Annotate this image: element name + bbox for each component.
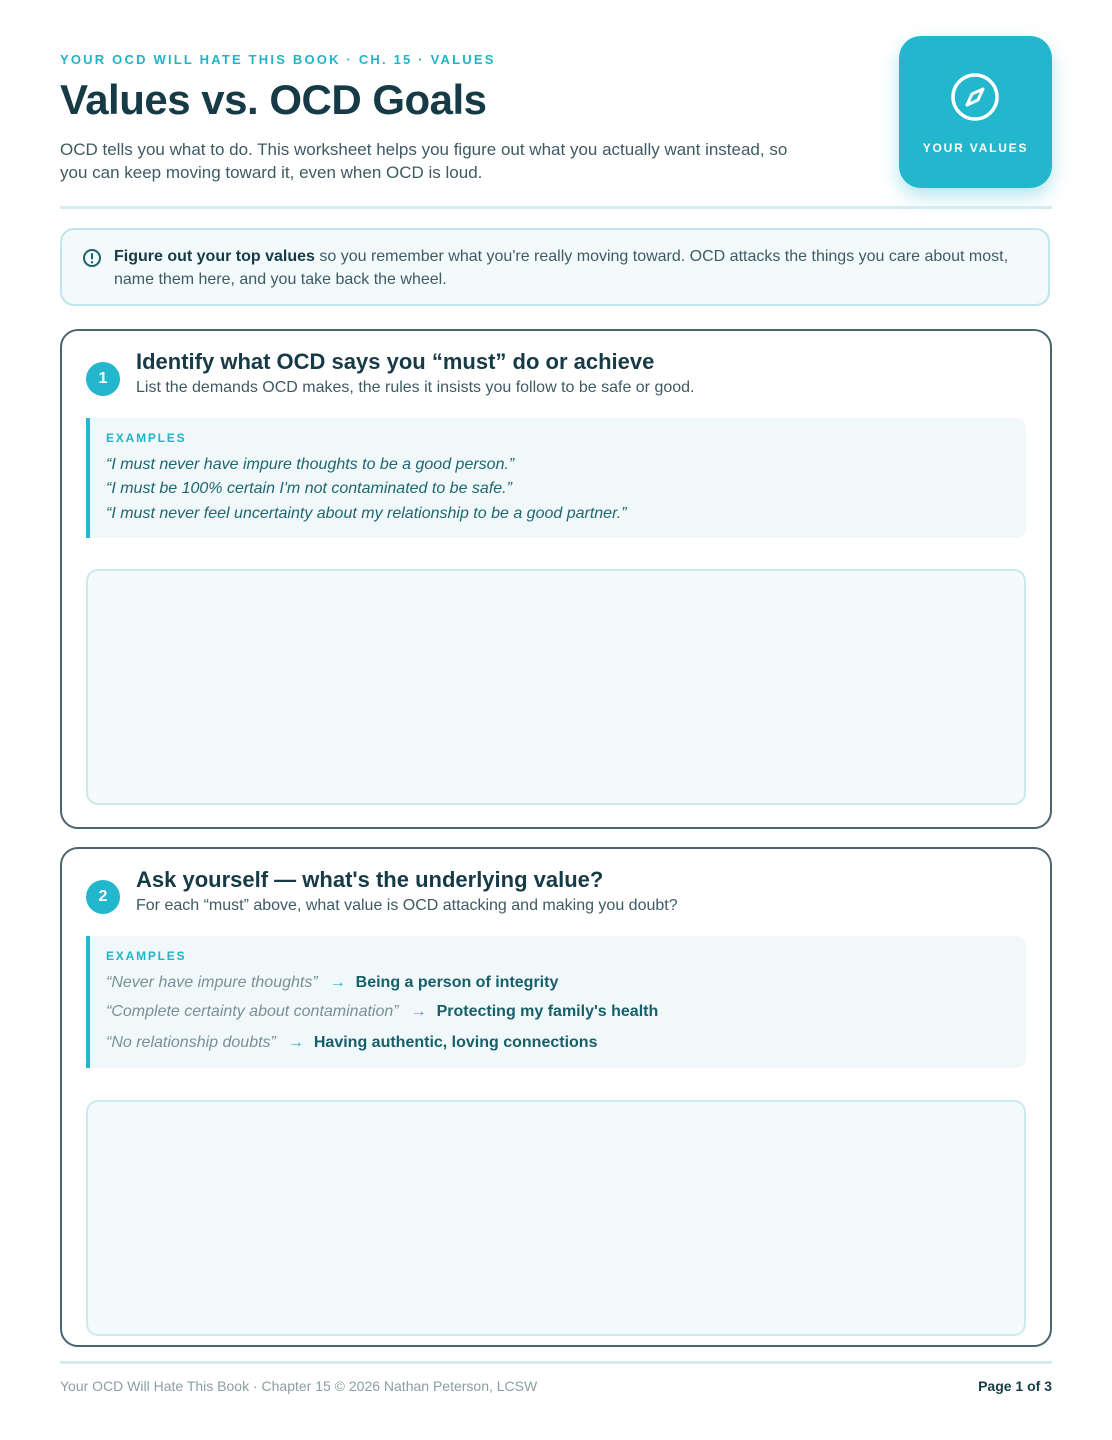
example-quote: “Never have impure thoughts”: [106, 974, 318, 991]
example-pair: [106, 1034, 597, 1052]
values-badge: [899, 36, 1052, 188]
arrow-right-icon: →: [287, 1034, 304, 1051]
callout-bold: Figure out your top values: [114, 248, 315, 265]
callout-text: [114, 245, 1014, 291]
footer-divider: [60, 1361, 1052, 1364]
example-quote: “Complete certainty about contamination”: [106, 1003, 399, 1020]
intro-text: OCD tells you what to do. This worksheet helps you figure out what you actually want instead, so you can keep moving toward it, even when OCD is loud.: [60, 140, 788, 182]
answer-field-2[interactable]: [86, 1100, 1026, 1336]
badge-label: YOUR VALUES: [922, 141, 1029, 155]
arrow-right-icon: →: [329, 974, 346, 991]
section-subtitle: For each “must” above, what value is OCD attacking and making you doubt?: [136, 897, 678, 914]
section-1: [60, 329, 1052, 829]
examples-box: [86, 936, 1026, 1068]
callout-body: so you remember what you're really moving toward. OCD attacks the things you care about most, name them here, and you take back the wheel.: [114, 248, 1009, 288]
arrow-right-icon: →: [410, 1003, 427, 1020]
step-number: 1: [86, 362, 120, 396]
section-subtitle: List the demands OCD makes, the rules it insists you follow to be safe or good.: [136, 379, 695, 396]
example-value: Being a person of integrity: [355, 974, 559, 991]
answer-field-1[interactable]: [86, 569, 1026, 805]
example-value: Protecting my family's health: [436, 1003, 659, 1020]
compass-icon: [949, 71, 1001, 123]
example-line: “I must never have impure thoughts to be a good person.”: [106, 456, 515, 473]
examples-box: [86, 418, 1026, 538]
worksheet-page: [60, 0, 1052, 1440]
section-title: Identify what OCD says you “must” do or achieve: [136, 349, 655, 374]
example-pair: [106, 1003, 658, 1021]
eyebrow-label: YOUR OCD WILL HATE THIS BOOK · CH. 15 · VALUES: [60, 52, 496, 67]
example-quote: “No relationship doubts”: [106, 1034, 276, 1051]
example-value: Having authentic, loving connections: [313, 1034, 598, 1051]
section-2: [60, 847, 1052, 1347]
header-divider: [60, 206, 1052, 209]
section-title: Ask yourself — what's the underlying value?: [136, 867, 604, 892]
examples-label: EXAMPLES: [106, 949, 187, 963]
footer-credit: Your OCD Will Hate This Book · Chapter 15 © 2026 Nathan Peterson, LCSW: [60, 1378, 538, 1394]
example-pair: [106, 974, 558, 992]
alert-circle-icon: [82, 248, 102, 268]
page-title: Values vs. OCD Goals: [60, 76, 487, 123]
page-number: Page 1 of 3: [978, 1378, 1052, 1394]
example-line: “I must never feel uncertainty about my relationship to be a good partner.”: [106, 505, 627, 522]
examples-label: EXAMPLES: [106, 431, 187, 445]
example-line: “I must be 100% certain I'm not contaminated to be safe.”: [106, 480, 512, 497]
step-number: 2: [86, 880, 120, 914]
info-callout: [60, 228, 1050, 306]
